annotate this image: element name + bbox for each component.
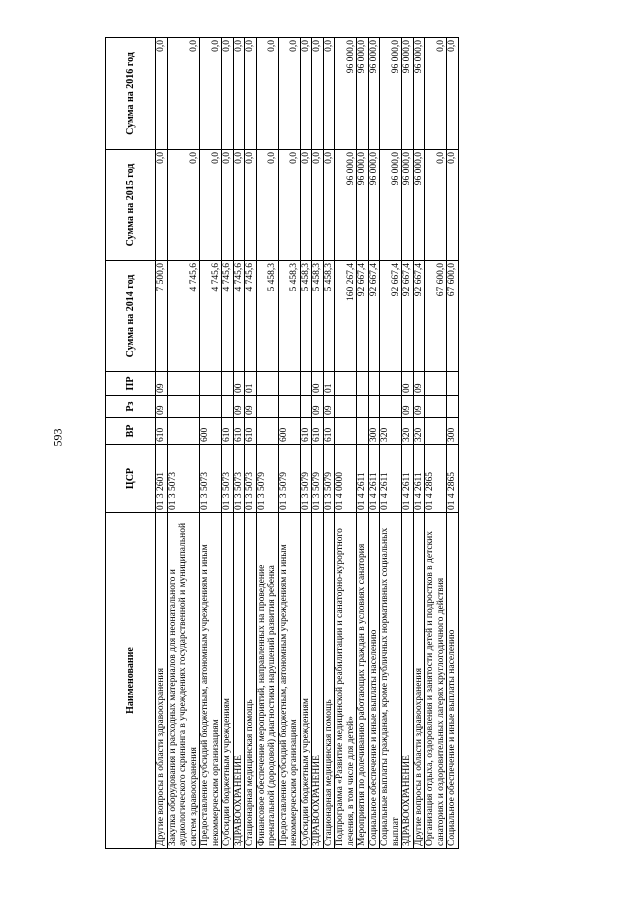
row-pr: [447, 372, 459, 396]
row-name: Организация отдыха, оздоровления и занятости детей и подростков в детских санаториях и оздоровительных лагерях круглогодичного действия: [425, 513, 447, 849]
row-rz: [380, 396, 402, 418]
row-name: ЗДРАВООХРАНЕНИЕ: [402, 513, 414, 849]
row-sum-2016: 0,0: [245, 38, 257, 150]
row-pr: 09: [413, 372, 425, 396]
row-vr: 320: [380, 418, 402, 445]
row-rz: [167, 396, 200, 418]
table-row: [222, 38, 234, 849]
row-rz: [357, 396, 369, 418]
row-vr: [425, 418, 447, 445]
row-name: Социальное обеспечение и иные выплаты населению: [447, 513, 459, 849]
row-sum-2015: 96 000,0: [335, 150, 357, 261]
row-sum-2014: 4 745,6: [245, 261, 257, 372]
header-vr: ВР: [106, 418, 156, 445]
row-sum-2014: 92 667,4: [413, 261, 425, 372]
budget-table: [105, 37, 459, 849]
table-row: [380, 38, 402, 849]
row-sum-2015: 0,0: [222, 150, 234, 261]
row-sum-2016: 0,0: [200, 38, 222, 150]
row-csr: 01 4 2611: [357, 445, 369, 513]
row-vr: [167, 418, 200, 445]
row-csr: 01 3 5079: [312, 445, 324, 513]
row-pr: [278, 372, 300, 396]
row-vr: 320: [402, 418, 414, 445]
row-rz: [335, 396, 357, 418]
row-sum-2015: 0,0: [256, 150, 278, 261]
header-sum-2015: Сумма на 2015 год: [106, 150, 156, 261]
row-sum-2016: 0,0: [447, 38, 459, 150]
row-sum-2014: 160 267,4: [335, 261, 357, 372]
row-name: Социальное обеспечение и иные выплаты населению: [368, 513, 380, 849]
row-sum-2014: 4 745,6: [200, 261, 222, 372]
row-csr: 01 3 5073: [245, 445, 257, 513]
row-sum-2015: 0,0: [300, 150, 312, 261]
row-sum-2016: 96 000,0: [413, 38, 425, 150]
row-name: Подпрограмма «Развитие медицинской реабилитации и санаторно-курортного лечения, в том числе для детей»: [335, 513, 357, 849]
row-vr: 320: [413, 418, 425, 445]
row-vr: 610: [222, 418, 234, 445]
row-sum-2014: 5 458,3: [256, 261, 278, 372]
header-csr: ЦСР: [106, 445, 156, 513]
row-sum-2014: 92 667,4: [357, 261, 369, 372]
row-sum-2014: 5 458,3: [300, 261, 312, 372]
row-name: Стационарная медицинская помощь: [245, 513, 257, 849]
header-name: Наименование: [106, 513, 156, 849]
row-sum-2014: 4 745,6: [167, 261, 200, 372]
row-sum-2015: 0,0: [447, 150, 459, 261]
row-sum-2014: 67 600,0: [447, 261, 459, 372]
row-pr: [335, 372, 357, 396]
row-pr: 09: [156, 372, 168, 396]
row-rz: 09: [233, 396, 245, 418]
table-body: [156, 38, 459, 849]
row-vr: 600: [200, 418, 222, 445]
table-container: [105, 38, 588, 849]
header-sum-2016: Сумма на 2016 год: [106, 38, 156, 150]
row-vr: 610: [245, 418, 257, 445]
row-csr: 01 3 5073: [167, 445, 200, 513]
table-row: [156, 38, 168, 849]
row-pr: [200, 372, 222, 396]
row-sum-2015: 0,0: [167, 150, 200, 261]
row-sum-2016: 0,0: [278, 38, 300, 150]
row-name: ЗДРАВООХРАНЕНИЕ: [312, 513, 324, 849]
row-vr: 610: [312, 418, 324, 445]
row-sum-2015: 96 000,0: [413, 150, 425, 261]
row-sum-2016: 96 000,0: [402, 38, 414, 150]
table-row: [447, 38, 459, 849]
row-vr: 610: [233, 418, 245, 445]
row-pr: [357, 372, 369, 396]
row-rz: 09: [156, 396, 168, 418]
row-name: Мероприятия по долечиванию работающих граждан в условиях санатория: [357, 513, 369, 849]
row-rz: [256, 396, 278, 418]
row-csr: 01 3 5073: [200, 445, 222, 513]
page-number: 593: [50, 428, 65, 447]
table-row: [233, 38, 245, 849]
row-sum-2016: 96 000,0: [368, 38, 380, 150]
row-csr: 01 4 0000: [335, 445, 357, 513]
row-name: Закупка оборудования и расходных материалов для неонатального и аудиологического скрининга в учреждениях государственной и муниципальной систем здравоохранения: [167, 513, 200, 849]
row-sum-2016: 0,0: [300, 38, 312, 150]
row-rz: 09: [413, 396, 425, 418]
row-csr: 01 4 2865: [447, 445, 459, 513]
row-pr: [300, 372, 312, 396]
row-rz: [200, 396, 222, 418]
row-name: Другие вопросы в области здравоохранения: [413, 513, 425, 849]
table-row: [245, 38, 257, 849]
row-pr: [222, 372, 234, 396]
row-csr: 01 3 5079: [323, 445, 335, 513]
row-pr: [256, 372, 278, 396]
table-row: [278, 38, 300, 849]
row-rz: 09: [312, 396, 324, 418]
row-pr: 01: [245, 372, 257, 396]
row-name: Субсидии бюджетным учреждениям: [222, 513, 234, 849]
row-csr: 01 3 2601: [156, 445, 168, 513]
row-sum-2015: 0,0: [245, 150, 257, 261]
row-sum-2016: 0,0: [312, 38, 324, 150]
row-sum-2015: 0,0: [312, 150, 324, 261]
row-name: Финансовое обеспечение мероприятий, направленных на проведение пренатальной (дородовой) диагностики нарушений развития ребенка: [256, 513, 278, 849]
table-row: [323, 38, 335, 849]
row-name: Стационарная медицинская помощь: [323, 513, 335, 849]
row-sum-2014: 7 500,0: [156, 261, 168, 372]
row-csr: 01 4 2611: [402, 445, 414, 513]
row-sum-2015: 0,0: [425, 150, 447, 261]
row-sum-2015: 0,0: [233, 150, 245, 261]
row-csr: 01 3 5073: [233, 445, 245, 513]
row-sum-2016: 96 000,0: [335, 38, 357, 150]
row-vr: 300: [447, 418, 459, 445]
table-row: [167, 38, 200, 849]
row-sum-2015: 0,0: [200, 150, 222, 261]
row-name: ЗДРАВООХРАНЕНИЕ: [233, 513, 245, 849]
row-csr: 01 4 2611: [368, 445, 380, 513]
row-vr: 600: [278, 418, 300, 445]
header-pr: ПР: [106, 372, 156, 396]
table-row: [402, 38, 414, 849]
row-sum-2016: 96 000,0: [357, 38, 369, 150]
row-vr: [335, 418, 357, 445]
row-csr: 01 3 5079: [256, 445, 278, 513]
row-pr: [167, 372, 200, 396]
row-sum-2015: 96 000,0: [368, 150, 380, 261]
row-csr: 01 3 5079: [278, 445, 300, 513]
row-sum-2016: 0,0: [233, 38, 245, 150]
header-sum-2014: Сумма на 2014 год: [106, 261, 156, 372]
row-pr: [380, 372, 402, 396]
row-sum-2014: 92 667,4: [402, 261, 414, 372]
row-name: Социальные выплаты гражданам, кроме публичных нормативных социальных выплат: [380, 513, 402, 849]
row-sum-2016: 0,0: [222, 38, 234, 150]
row-sum-2016: 0,0: [425, 38, 447, 150]
row-csr: 01 4 2611: [380, 445, 402, 513]
row-sum-2015: 96 000,0: [380, 150, 402, 261]
row-sum-2014: 4 745,6: [222, 261, 234, 372]
row-sum-2014: 5 458,3: [278, 261, 300, 372]
row-sum-2014: 67 600,0: [425, 261, 447, 372]
table-row: [312, 38, 324, 849]
row-name: Предоставление субсидий бюджетным, автономным учреждениям и иным некоммерческим организациям: [278, 513, 300, 849]
table-row: [256, 38, 278, 849]
table-row: [200, 38, 222, 849]
row-rz: 09: [245, 396, 257, 418]
row-sum-2016: 0,0: [256, 38, 278, 150]
row-sum-2014: 92 667,4: [380, 261, 402, 372]
row-csr: 01 3 5079: [300, 445, 312, 513]
row-sum-2014: 92 667,4: [368, 261, 380, 372]
row-vr: 610: [300, 418, 312, 445]
row-pr: 00: [402, 372, 414, 396]
row-vr: 610: [156, 418, 168, 445]
row-pr: [368, 372, 380, 396]
row-rz: [300, 396, 312, 418]
row-sum-2015: 96 000,0: [357, 150, 369, 261]
header-rz: Рз: [106, 396, 156, 418]
row-sum-2015: 0,0: [278, 150, 300, 261]
row-name: Предоставление субсидий бюджетным, автономным учреждениям и иным некоммерческим организациям: [200, 513, 222, 849]
row-rz: [425, 396, 447, 418]
table-row: [300, 38, 312, 849]
rotated-page: [105, 38, 588, 849]
row-csr: 01 4 2611: [413, 445, 425, 513]
header-row: [106, 38, 156, 849]
row-vr: [357, 418, 369, 445]
row-pr: 00: [233, 372, 245, 396]
row-csr: 01 3 5073: [222, 445, 234, 513]
row-sum-2014: 5 458,3: [312, 261, 324, 372]
row-sum-2014: 5 458,3: [323, 261, 335, 372]
row-vr: [256, 418, 278, 445]
row-sum-2016: 0,0: [167, 38, 200, 150]
row-sum-2015: 96 000,0: [402, 150, 414, 261]
row-sum-2015: 0,0: [323, 150, 335, 261]
row-name: Субсидии бюджетным учреждениям: [300, 513, 312, 849]
row-rz: [447, 396, 459, 418]
row-sum-2015: 0,0: [156, 150, 168, 261]
row-rz: 09: [402, 396, 414, 418]
row-sum-2016: 0,0: [323, 38, 335, 150]
row-rz: 09: [323, 396, 335, 418]
table-row: [413, 38, 425, 849]
table-row: [425, 38, 447, 849]
row-csr: 01 4 2865: [425, 445, 447, 513]
row-pr: 01: [323, 372, 335, 396]
row-vr: 300: [368, 418, 380, 445]
row-rz: [278, 396, 300, 418]
table-row: [357, 38, 369, 849]
row-pr: 00: [312, 372, 324, 396]
row-sum-2016: 0,0: [156, 38, 168, 150]
table-row: [368, 38, 380, 849]
row-vr: 610: [323, 418, 335, 445]
row-rz: [368, 396, 380, 418]
row-pr: [425, 372, 447, 396]
row-sum-2014: 4 745,6: [233, 261, 245, 372]
row-name: Другие вопросы в области здравоохранения: [156, 513, 168, 849]
row-rz: [222, 396, 234, 418]
table-row: [335, 38, 357, 849]
row-sum-2016: 96 000,0: [380, 38, 402, 150]
